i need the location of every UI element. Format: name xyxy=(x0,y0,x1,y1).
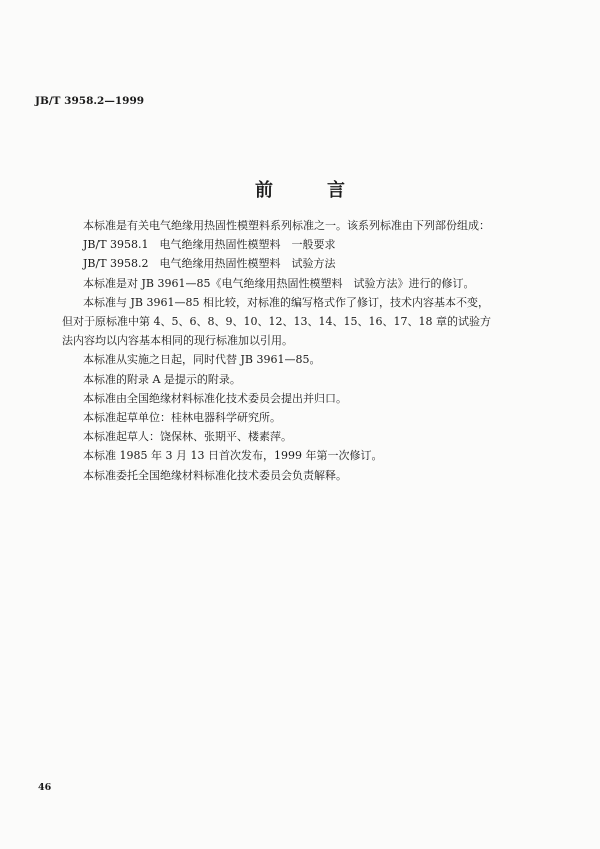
standard-number-header: JB/T 3958.2—1999 xyxy=(35,95,145,107)
paragraph: 本标准 1985 年 3 月 13 日首次发布，1999 年第一次修订。 xyxy=(83,449,383,463)
paragraph: 本标准从实施之日起，同时代替 JB 3961—85。 xyxy=(83,353,321,367)
foreword-body xyxy=(62,216,492,485)
paragraph: 本标准起草单位：桂林电器科学研究所。 xyxy=(83,411,281,425)
paragraph: 本标准是对 JB 3961—85《电气绝缘用热固性模塑料 试验方法》进行的修订。 xyxy=(83,276,475,290)
paragraph: 本标准是有关电气绝缘用热固性模塑料系列标准之一。该系列标准由下列部份组成： xyxy=(83,219,490,232)
paragraph: 本标准的附录 A 是提示的附录。 xyxy=(83,372,241,386)
page-number: 46 xyxy=(38,782,52,793)
paragraph: JB/T 3958.1 电气绝缘用热固性模塑料 一般要求 xyxy=(83,238,336,252)
page-title: 前 言 xyxy=(255,180,363,201)
paragraph: JB/T 3958.2 电气绝缘用热固性模塑料 试验方法 xyxy=(83,257,336,271)
paragraph: 本标准委托全国绝缘材料标准化技术委员会负责解释。 xyxy=(83,468,347,482)
paragraph: 本标准与 JB 3961—85 相比较，对标准的编写格式作了修订，技术内容基本不变，但对于原标准中第 4、5、6、8、9、10、12、13、14、15、16、17、18 章的试验方法内容均以内容基本相同的现行标准加以引用。 xyxy=(62,295,491,348)
paragraph: 本标准起草人：饶保林、张期平、楼素萍。 xyxy=(83,430,292,444)
paragraph: 本标准由全国绝缘材料标准化技术委员会提出并归口。 xyxy=(83,391,347,405)
